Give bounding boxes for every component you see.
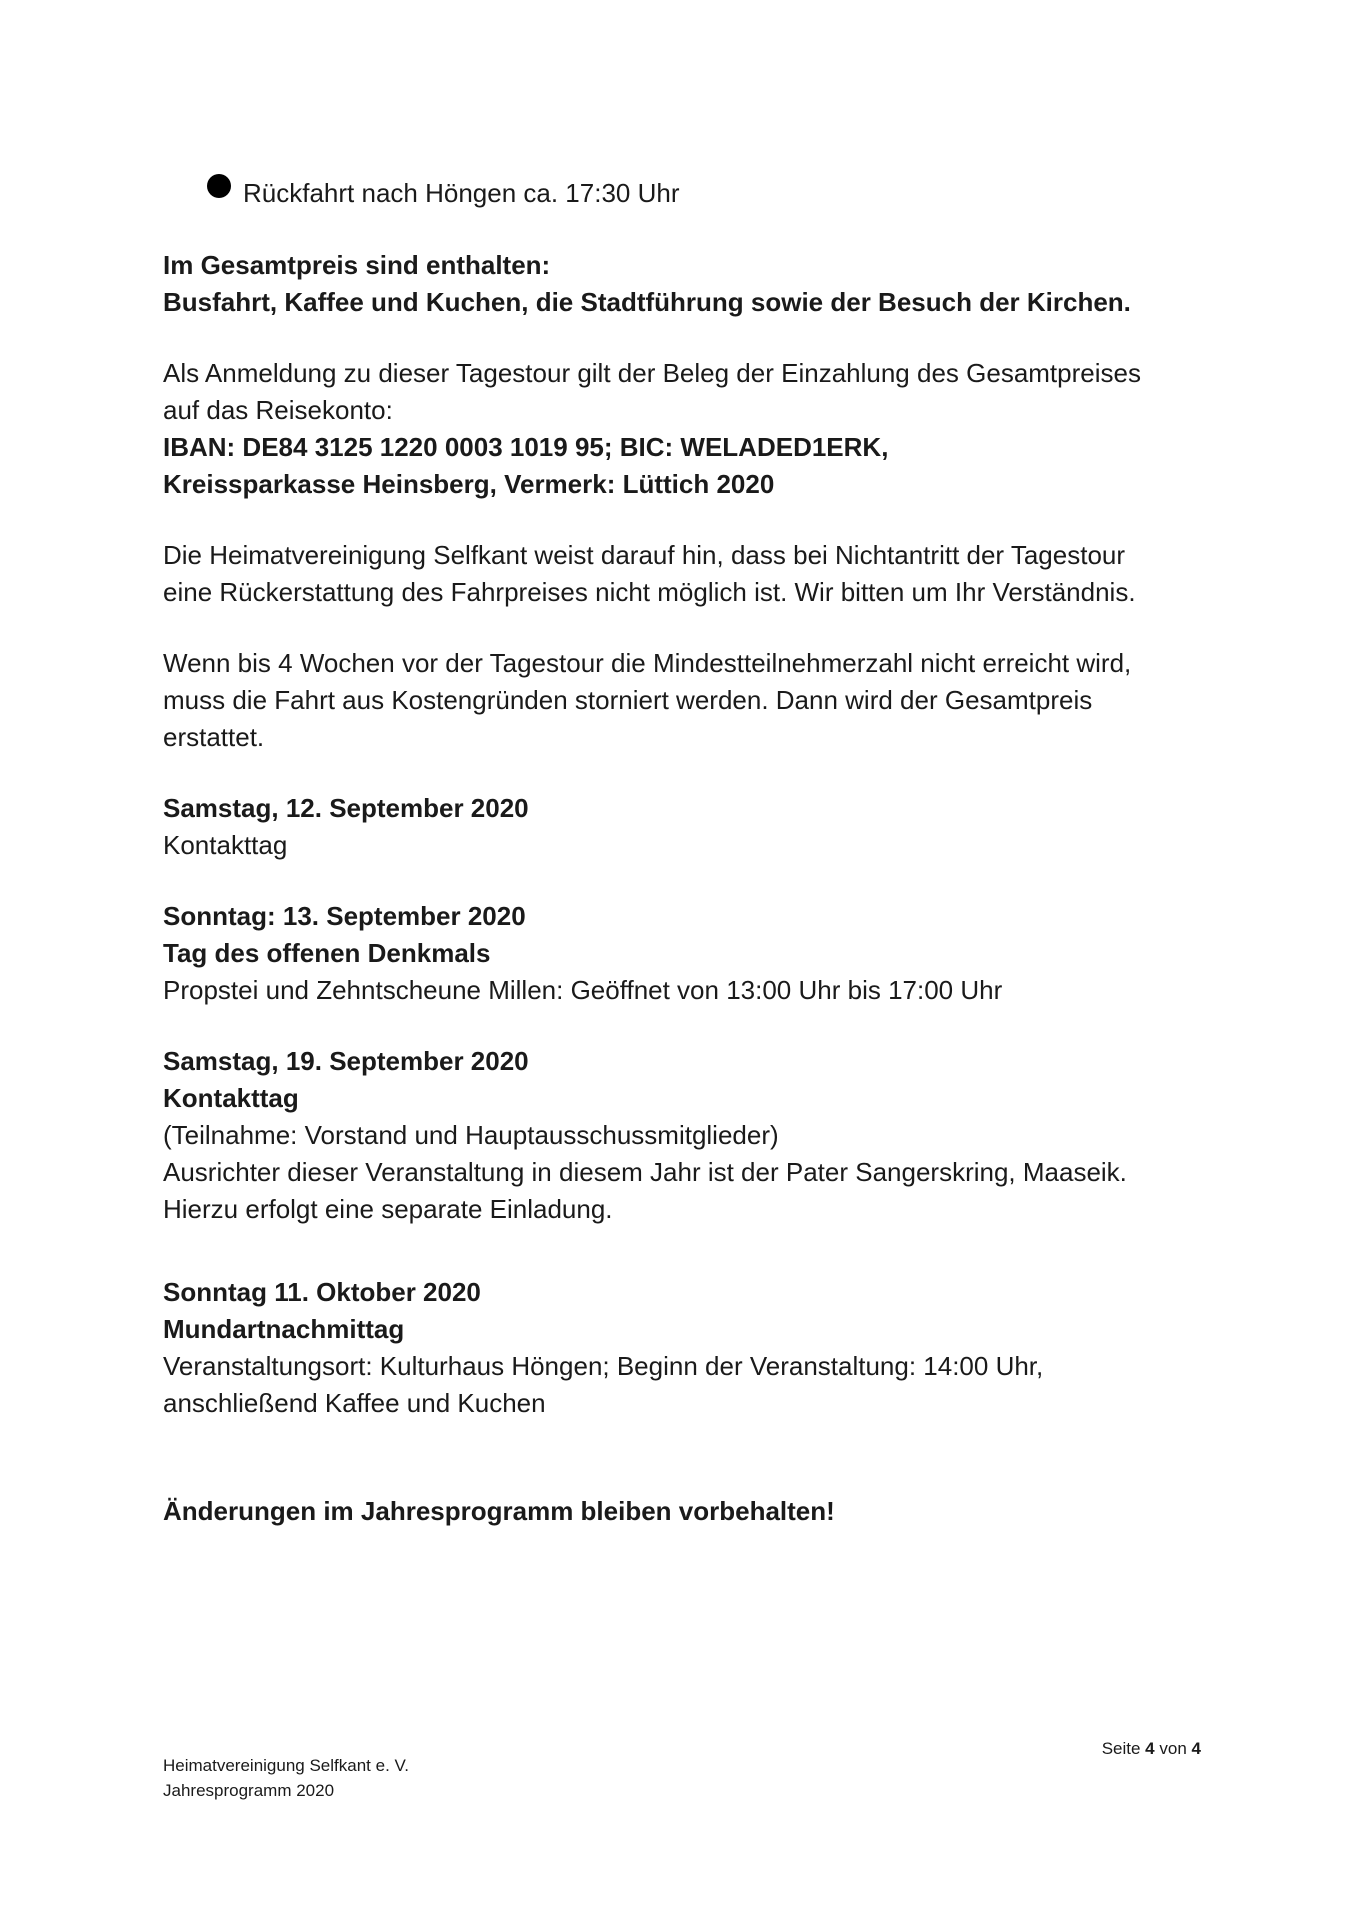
page-number	[1102, 1736, 1201, 1761]
price-heading: Im Gesamtpreis sind enthalten:	[163, 250, 551, 280]
registration-line-2: auf das Reisekonto:	[163, 395, 393, 425]
footer-org: Heimatvereinigung Selfkant e. V.	[163, 1756, 410, 1775]
page-content	[163, 175, 1213, 1530]
event-2-title: Tag des offenen Denkmals	[163, 938, 491, 968]
event-4-line-2: anschließend Kaffee und Kuchen	[163, 1388, 546, 1418]
event-3-line-3: Hierzu erfolgt eine separate Einladung.	[163, 1194, 613, 1224]
page-total: 4	[1191, 1739, 1201, 1758]
cancel-line-1: Wenn bis 4 Wochen vor der Tagestour die Mindestteilnehmerzahl nicht erreicht wird,	[163, 648, 1132, 678]
notice-block	[163, 1493, 1213, 1530]
event-3-line-2: Ausrichter dieser Veranstaltung in diesem Jahr ist der Pater Sangerskring, Maaseik.	[163, 1157, 1127, 1187]
cancel-line-2: muss die Fahrt aus Kostengründen storniert werden. Dann wird der Gesamtpreis	[163, 685, 1093, 715]
event-2	[163, 898, 1213, 1009]
event-3-date: Samstag, 19. September 2020	[163, 1046, 529, 1076]
refund-line-2: eine Rückerstattung des Fahrpreises nicht möglich ist. Wir bitten um Ihr Verständnis.	[163, 577, 1136, 607]
bullet-text: Rückfahrt nach Höngen ca. 17:30 Uhr	[243, 178, 680, 208]
cancel-line-3: erstattet.	[163, 722, 265, 752]
event-4-line-1: Veranstaltungsort: Kulturhaus Höngen; Beginn der Veranstaltung: 14:00 Uhr,	[163, 1351, 1044, 1381]
footer-doc: Jahresprogramm 2020	[163, 1781, 335, 1800]
page-current: 4	[1145, 1739, 1155, 1758]
bullet-item	[207, 175, 1213, 212]
event-4-title: Mundartnachmittag	[163, 1314, 405, 1344]
event-2-detail: Propstei und Zehntscheune Millen: Geöffnet von 13:00 Uhr bis 17:00 Uhr	[163, 975, 1003, 1005]
event-2-date: Sonntag: 13. September 2020	[163, 901, 526, 931]
registration-line-1: Als Anmeldung zu dieser Tagestour gilt der Beleg der Einzahlung des Gesamtpreises	[163, 358, 1141, 388]
event-1	[163, 790, 1213, 864]
iban-line: IBAN: DE84 3125 1220 0003 1019 95; BIC: WELADED1ERK,	[163, 432, 889, 462]
program-notice: Änderungen im Jahresprogramm bleiben vorbehalten!	[163, 1496, 835, 1526]
refund-block	[163, 537, 1213, 611]
event-4	[163, 1274, 1213, 1422]
event-1-title: Kontakttag	[163, 830, 288, 860]
event-3	[163, 1043, 1213, 1228]
page-prefix: Seite	[1101, 1739, 1141, 1758]
refund-line-1: Die Heimatvereinigung Selfkant weist darauf hin, dass bei Nichtantritt der Tagestour	[163, 540, 1126, 570]
event-4-date: Sonntag 11. Oktober 2020	[163, 1277, 481, 1307]
bullet-dot-icon	[207, 174, 231, 198]
bank-line: Kreissparkasse Heinsberg, Vermerk: Lüttich 2020	[163, 469, 775, 499]
cancel-block	[163, 645, 1213, 756]
footer	[163, 1753, 409, 1803]
price-block	[163, 247, 1213, 321]
price-items: Busfahrt, Kaffee und Kuchen, die Stadtführung sowie der Besuch der Kirchen.	[163, 287, 1131, 317]
page-separator: von	[1159, 1739, 1187, 1758]
event-3-title: Kontakttag	[163, 1083, 299, 1113]
registration-block	[163, 355, 1213, 503]
event-3-line-1: (Teilnahme: Vorstand und Hauptausschussmitglieder)	[163, 1120, 779, 1150]
event-1-date: Samstag, 12. September 2020	[163, 793, 529, 823]
